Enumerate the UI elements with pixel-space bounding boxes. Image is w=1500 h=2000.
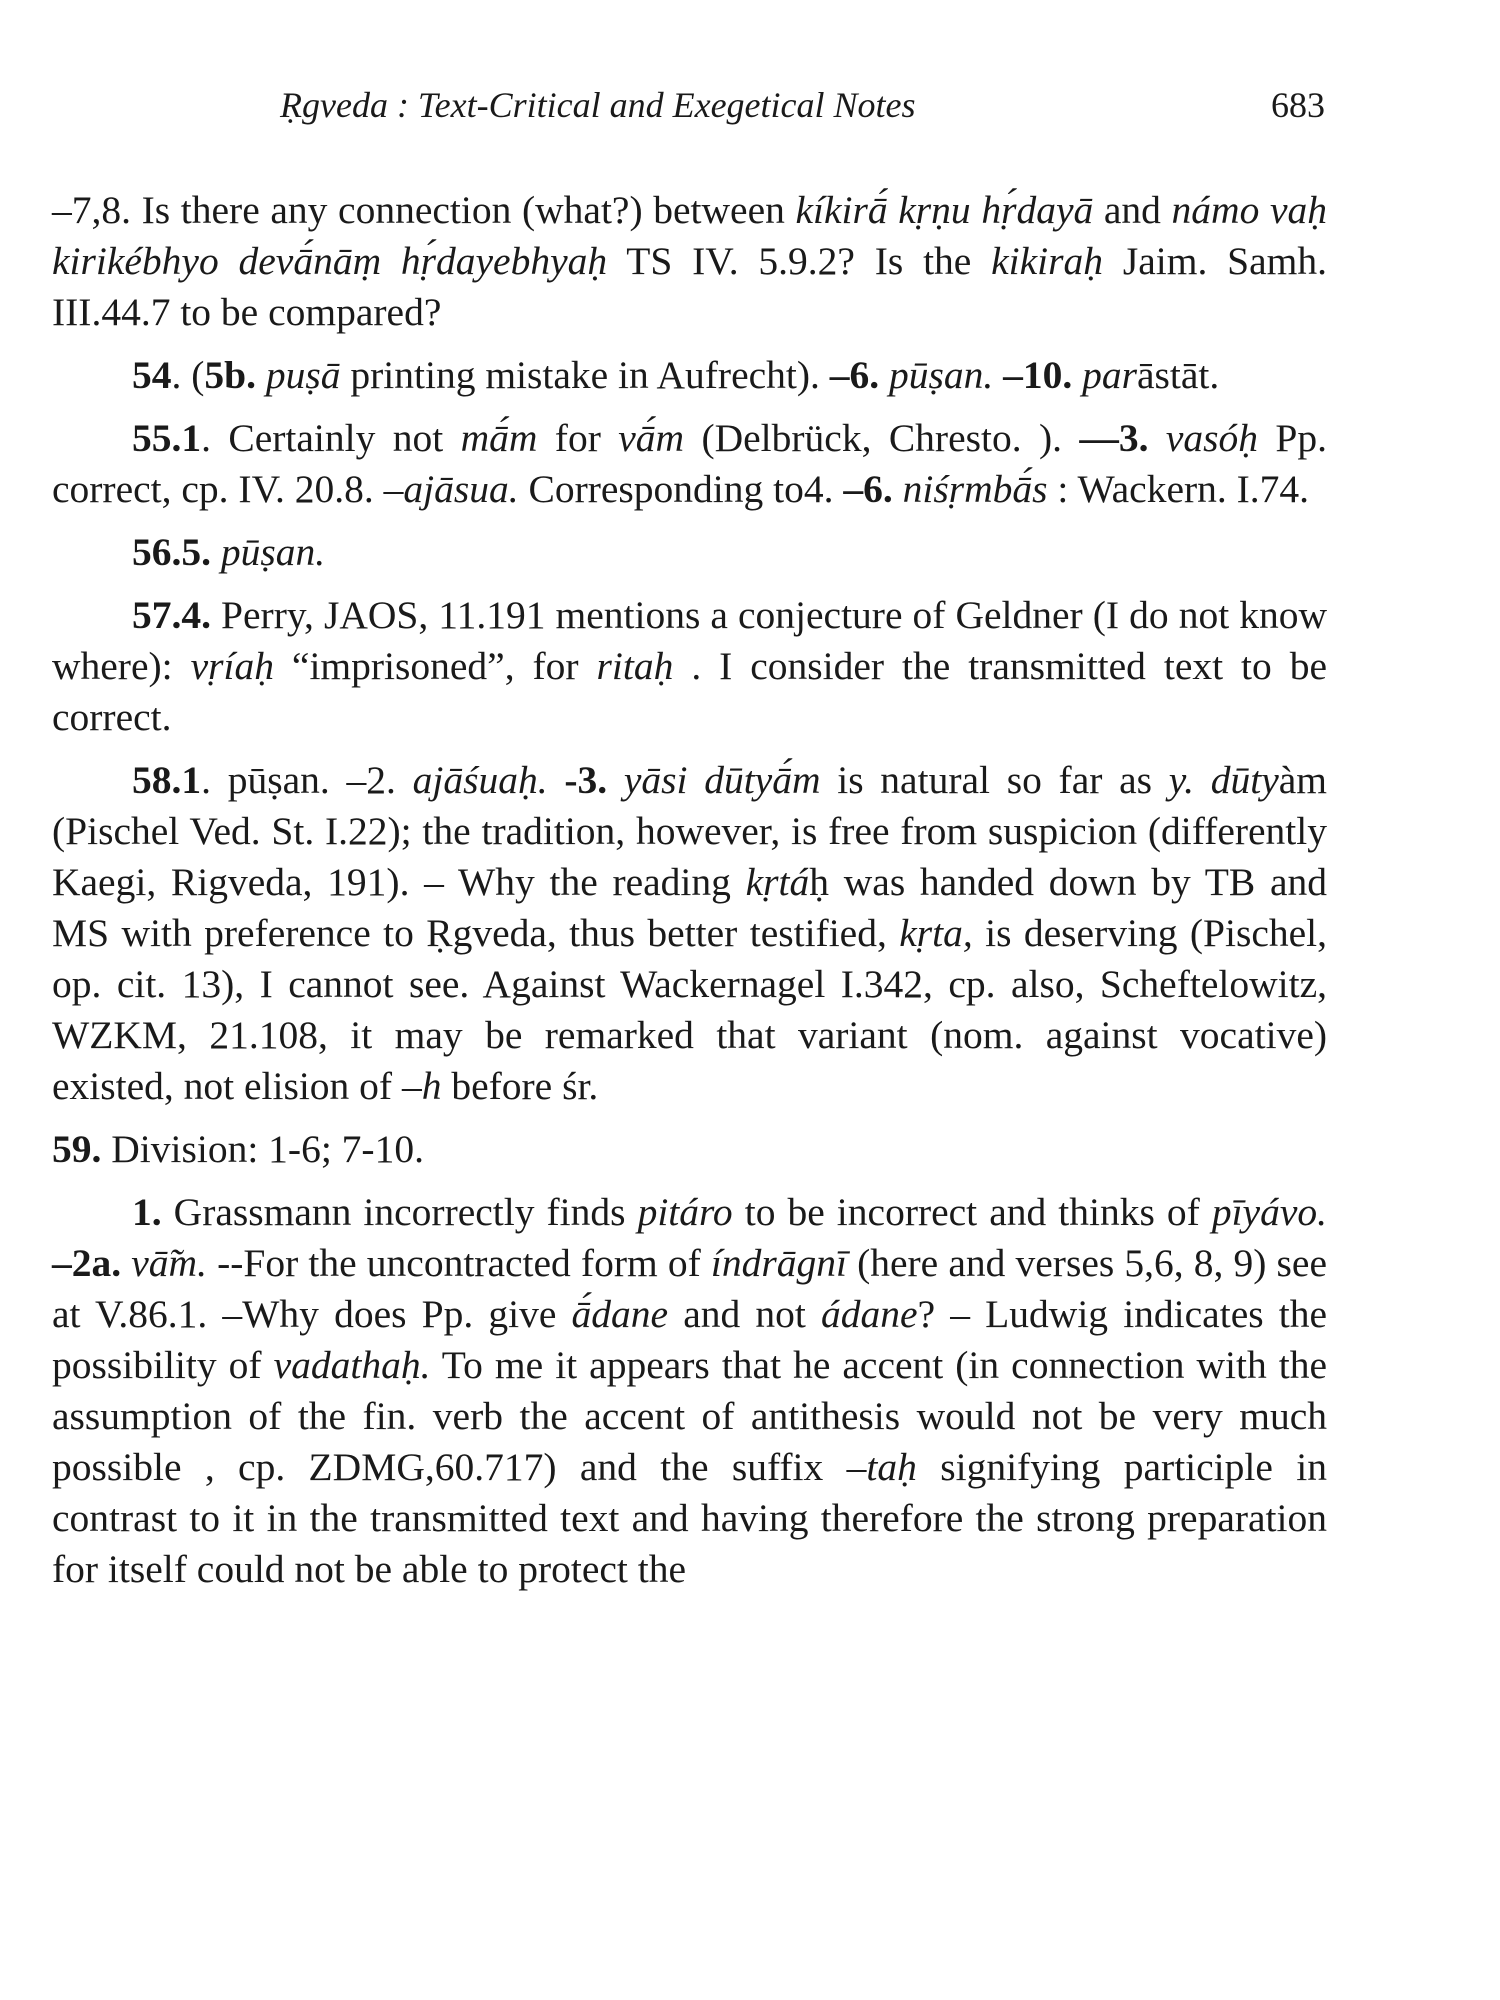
note-54: 54. (5b. puṣā printing mistake in Aufrecht). –6. pūṣan. –10. parāstāt.	[132, 353, 1220, 397]
note-58: 58.1. pūṣan. –2. ajāśuaḥ. -3. yāsi dūtyā́m is natural so far as y. dūtyàm (Pischel Ved. St. I.22); the tradition, however, is free from suspicion (differently Kaegi, Rigveda, 191). – Why the reading kṛtáḥ was handed down by TB and MS with preference to Ṛgveda, thus better testified, kṛta, is deserving (Pischel, op. cit. 13), I cannot see. Against Wackernagel I.342, cp. also, Scheftelowitz, WZKM, 21.108, it may be remarked that variant (nom. against vocative) existed, not elision of –h before śr.	[52, 758, 1328, 1108]
note-7-8: –7,8. Is there any connection (what?) between kíkirā́ kṛṇu hṛ́dayā and námo vaḥ kirikébhyo devā́nāṃ hṛ́dayebhyaḥ TS IV. 5.9.2? Is the kikiraḥ Jaim. Samh. III.44.7 to be compared?	[52, 188, 1327, 334]
page-number: 683	[1271, 85, 1325, 125]
note-59: 59. Division: 1-6; 7-10.	[52, 1127, 424, 1171]
running-title: Ṛgveda : Text-Critical and Exegetical Notes	[280, 85, 916, 125]
body-text	[52, 185, 1327, 1607]
note-number: 58.1	[132, 758, 202, 802]
note-number: 59.	[52, 1127, 102, 1171]
note-number: 56.5.	[132, 530, 211, 574]
note-55: 55.1. Certainly not mā́m for vā́m (Delbrück, Chresto. ). —3. vasóḥ Pp. correct, cp. IV. 20.8. –ajāsua. Corresponding to4. –6. niśṛmbā́s : Wackern. I.74.	[52, 416, 1328, 511]
note-number: 57.4.	[132, 593, 211, 637]
note-57: 57.4. Perry, JAOS, 11.191 mentions a conjecture of Geldner (I do not know where): vṛíaḥ “imprisoned”, for ritaḥ . I consider the transmitted text to be correct.	[52, 593, 1327, 739]
note-number: 54	[132, 353, 172, 397]
note-56: 56.5. pūṣan.	[132, 530, 326, 574]
note-number: 1.	[132, 1190, 162, 1234]
note-number: –7,8	[52, 188, 122, 232]
note-59-1: 1. Grassmann incorrectly finds pitáro to be incorrect and thinks of pīyávo. –2a. vā̃m. --For the uncontracted form of índrāgnī (here and verses 5,6, 8, 9) see at V.86.1. –Why does Pp. give ā́dane and not ádane? – Ludwig indicates the possibility of vadathaḥ. To me it appears that he accent (in connection with the assumption of the fin. verb the accent of antithesis would not be very much possible , cp. ZDMG,60.717) and the suffix –taḥ signifying participle in contrast to it in the transmitted text and having therefore the strong preparation for itself could not be able to protect the	[52, 1190, 1327, 1591]
page-header	[280, 84, 1325, 144]
note-number: 55.1	[132, 416, 202, 460]
